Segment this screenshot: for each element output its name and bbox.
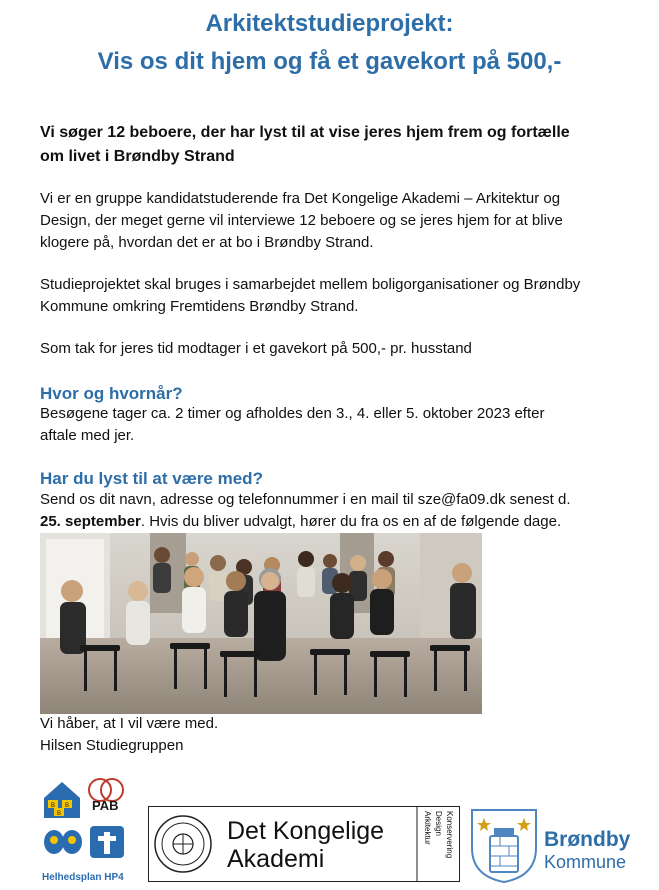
intro-paragraph <box>40 188 640 254</box>
thanks-paragraph: Som tak for jeres tid modtager i et gavekort på 500,- pr. husstand <box>40 340 472 357</box>
group-photo-illustration <box>40 533 482 714</box>
pab-text: PAB <box>92 798 119 813</box>
project-line1: Studieprojektet skal bruges i samarbejdet mellem boligorganisationer og Brøndby <box>40 276 581 293</box>
closing-line2: Hilsen Studiegruppen <box>40 737 184 754</box>
svg-text:B: B <box>51 803 56 809</box>
hp4-caption: Helhedsplan HP4 <box>42 872 124 883</box>
join-paragraph <box>40 489 640 533</box>
join-line1: Send os dit navn, adresse og telefonnummer i en mail til sze@fa09.dk senest d. <box>40 491 571 508</box>
intro-line1: Vi er en gruppe kandidatstuderende fra Det Kongelige Akademi – Arkitektur og <box>40 190 561 207</box>
page-title-line1: Arkitektstudieprojekt: <box>205 10 454 37</box>
project-paragraph <box>40 274 640 318</box>
lead-line2: om livet i Brøndby Strand <box>40 148 235 165</box>
deadline-date: 25. september <box>40 513 141 530</box>
group-photo <box>40 533 482 714</box>
intro-line2: Design, der meget gerne vil interviewe 12 beboere og se jeres hjem for at blive <box>40 212 563 229</box>
join-line2 <box>40 511 640 533</box>
lead-heading <box>40 121 640 169</box>
closing-line1: Vi håber, at I vil være med. <box>40 715 219 732</box>
where-paragraph <box>40 403 640 447</box>
bk-logo-graphic <box>470 806 645 884</box>
kad-name-line1: Det Kongelige <box>227 817 385 845</box>
det-kongelige-akademi-logo <box>148 806 460 882</box>
lead-line1: Vi søger 12 beboere, der har lyst til at vise jeres hjem frem og fortælle <box>40 124 570 141</box>
where-line2: aftale med jer. <box>40 427 135 444</box>
kad-side-arkitektur: Arkitektur <box>423 811 432 845</box>
bk-name-line2: Kommune <box>544 852 627 872</box>
hp4-logo-graphic <box>40 776 132 884</box>
kad-side-konservering: Konservering <box>445 811 454 859</box>
kad-logo-graphic <box>149 807 459 881</box>
where-heading: Hvor og hvornår? <box>40 384 183 403</box>
bk-name-line1: Brøndby <box>544 828 631 851</box>
helhedsplan-hp4-logo <box>40 776 132 884</box>
svg-text:B: B <box>57 811 62 817</box>
broendby-kommune-logo <box>470 806 645 884</box>
kad-name-line2: Akademi <box>227 845 325 873</box>
intro-line3: klogere på, hvordan det er at bo i Brøndby Strand. <box>40 234 374 251</box>
join-heading: Har du lyst til at være med? <box>40 469 263 488</box>
svg-text:B: B <box>65 803 70 809</box>
where-line1: Besøgene tager ca. 2 timer og afholdes den 3., 4. eller 5. oktober 2023 efter <box>40 405 545 422</box>
join-line2-rest: . Hvis du bliver udvalgt, hører du fra os en af de følgende dage. <box>140 513 562 530</box>
project-line2: Kommune omkring Fremtidens Brøndby Strand. <box>40 298 359 315</box>
kad-side-design: Design <box>434 811 443 836</box>
page-title-line2: Vis os dit hjem og få et gavekort på 500,- <box>97 48 562 75</box>
